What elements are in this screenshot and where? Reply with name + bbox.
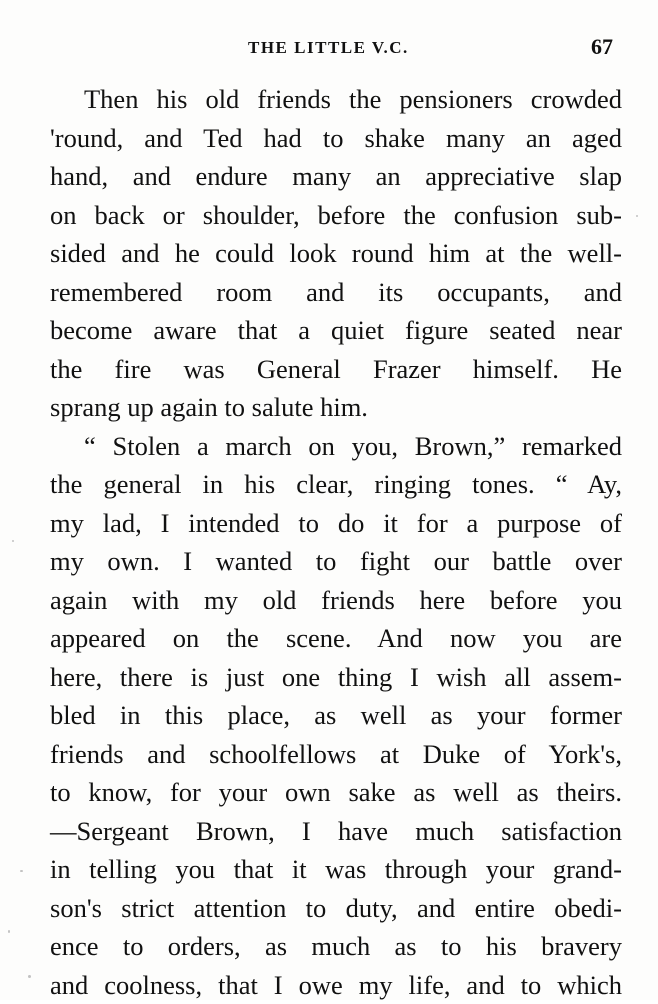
page-number: 67 [591,34,613,60]
text-line: ence to orders, as much as to his bravery [50,927,622,966]
text-line: my own. I wanted to fight our battle over [50,542,622,581]
text-line: sprang up again to salute him. [50,388,622,427]
text-line: son's strict attention to duty, and entire obedi- [50,889,622,928]
print-speckle [28,975,31,978]
text-line: “ Stolen a march on you, Brown,” remarked [50,427,622,466]
text-line: friends and schoolfellows at Duke of York's, [50,735,622,774]
text-line: remembered room and its occupants, and [50,273,622,312]
text-line: become aware that a quiet figure seated near [50,311,622,350]
running-head: THE LITTLE V.C. [248,38,409,58]
text-line: and coolness, that I owe my life, and to which [50,966,622,1004]
text-line: the fire was General Frazer himself. He [50,350,622,389]
text-line: in telling you that it was through your grand- [50,850,622,889]
print-speckle [12,540,14,542]
body-text [50,80,622,1004]
text-line: on back or shoulder, before the confusion sub- [50,196,622,235]
text-line: appeared on the scene. And now you are [50,619,622,658]
text-line: to know, for your own sake as well as theirs. [50,773,622,812]
print-speckle [20,870,23,872]
text-line: here, there is just one thing I wish all assem- [50,658,622,697]
text-line: again with my old friends here before you [50,581,622,620]
text-line: hand, and endure many an appreciative slap [50,157,622,196]
text-line: my lad, I intended to do it for a purpose of [50,504,622,543]
text-line: sided and he could look round him at the well- [50,234,622,273]
page-header [0,32,658,66]
text-line: bled in this place, as well as your former [50,696,622,735]
text-line: the general in his clear, ringing tones. “ Ay, [50,465,622,504]
text-line: 'round, and Ted had to shake many an aged [50,119,622,158]
print-speckle [8,930,10,933]
print-speckle [636,215,638,217]
text-line: Then his old friends the pensioners crowded [50,80,622,119]
text-line: —Sergeant Brown, I have much satisfaction [50,812,622,851]
